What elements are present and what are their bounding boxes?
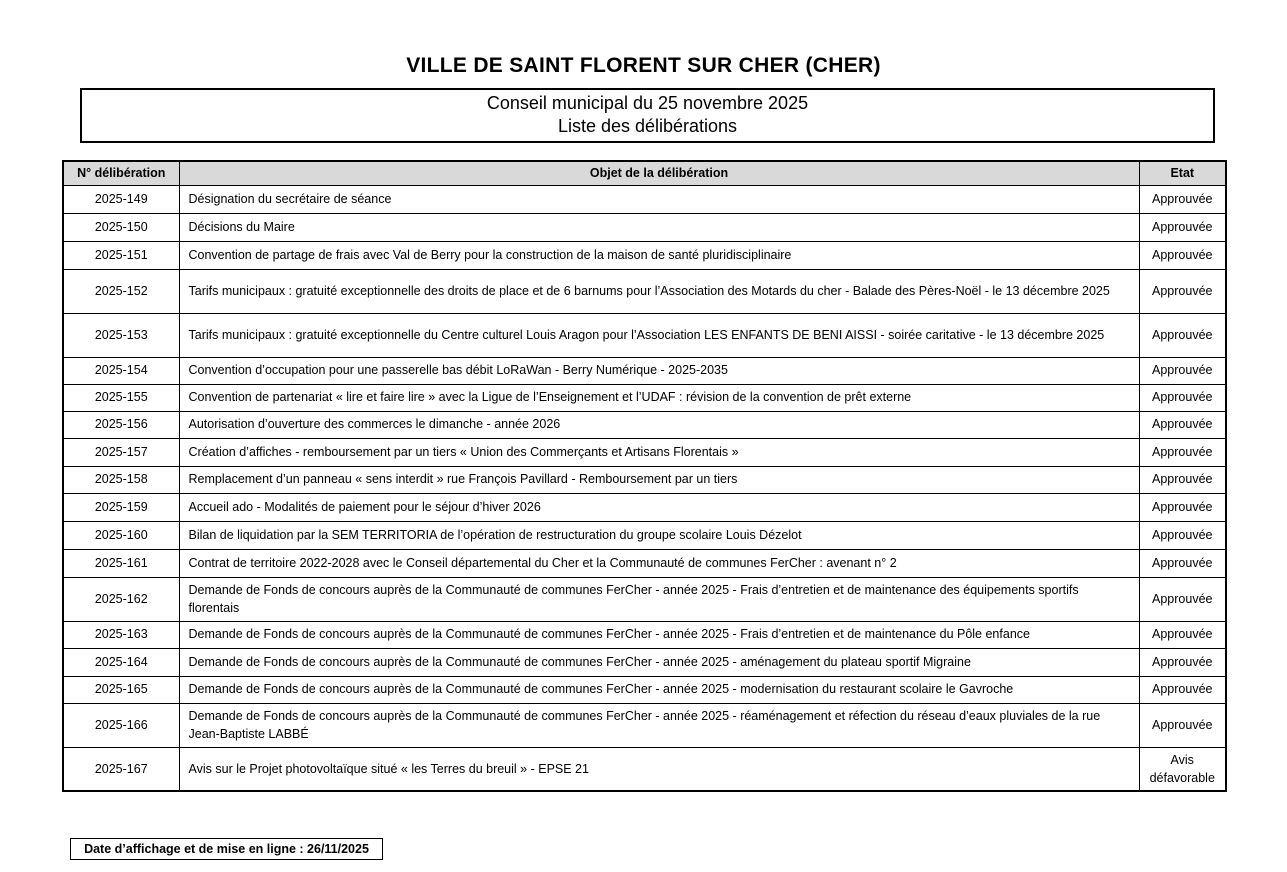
deliberation-number: 2025-157 (63, 438, 179, 466)
deliberation-status: Approuvée (1139, 466, 1226, 493)
deliberation-number: 2025-156 (63, 411, 179, 438)
deliberation-status: Approuvée (1139, 241, 1226, 269)
table-row (63, 676, 1226, 703)
deliberation-status: Approuvée (1139, 411, 1226, 438)
table-row (63, 493, 1226, 521)
table-row (63, 185, 1226, 213)
deliberation-status: Approuvée (1139, 384, 1226, 411)
table-row (63, 213, 1226, 241)
table-row (63, 438, 1226, 466)
deliberation-number: 2025-150 (63, 213, 179, 241)
publication-date-box (70, 838, 383, 860)
deliberation-subject: Bilan de liquidation par la SEM TERRITORIA de l’opération de restructuration du groupe scolaire Louis Dézelot (179, 521, 1139, 549)
meeting-header-box (80, 88, 1215, 143)
deliberation-status: Approuvée (1139, 521, 1226, 549)
deliberation-subject: Convention d’occupation pour une passerelle bas débit LoRaWan - Berry Numérique - 2025-2035 (179, 357, 1139, 384)
deliberation-subject: Accueil ado - Modalités de paiement pour le séjour d’hiver 2026 (179, 493, 1139, 521)
deliberation-number: 2025-154 (63, 357, 179, 384)
deliberation-number: 2025-152 (63, 269, 179, 313)
deliberations-table (62, 160, 1227, 792)
deliberation-status: Approuvée (1139, 438, 1226, 466)
deliberation-number: 2025-163 (63, 621, 179, 648)
table-row (63, 357, 1226, 384)
deliberation-number: 2025-162 (63, 577, 179, 621)
deliberation-status: Approuvée (1139, 621, 1226, 648)
deliberation-subject: Désignation du secrétaire de séance (179, 185, 1139, 213)
deliberation-number: 2025-155 (63, 384, 179, 411)
deliberation-subject: Demande de Fonds de concours auprès de la Communauté de communes FerCher - année 2025 - aménagement du plateau sportif Migraine (179, 648, 1139, 676)
meeting-title: Conseil municipal du 25 novembre 2025 (486, 93, 809, 113)
deliberation-subject: Demande de Fonds de concours auprès de la Communauté de communes FerCher - année 2025 - Frais d’entretien et de maintenance des équipements sportifs florentais (179, 577, 1139, 621)
table-header-row (63, 161, 1226, 185)
column-header-numero: N° délibération (63, 161, 179, 185)
deliberation-number: 2025-153 (63, 313, 179, 357)
table-row (63, 241, 1226, 269)
deliberation-number: 2025-149 (63, 185, 179, 213)
table-row (63, 703, 1226, 747)
deliberation-subject: Avis sur le Projet photovoltaïque situé « les Terres du breuil » - EPSE 21 (179, 747, 1139, 791)
deliberation-status: Approuvée (1139, 313, 1226, 357)
deliberation-status: Approuvée (1139, 185, 1226, 213)
deliberation-subject: Création d’affiches - remboursement par un tiers « Union des Commerçants et Artisans Florentais » (179, 438, 1139, 466)
table-row (63, 648, 1226, 676)
table-row (63, 269, 1226, 313)
column-header-objet: Objet de la délibération (179, 161, 1139, 185)
deliberation-number: 2025-164 (63, 648, 179, 676)
deliberation-status: Approuvée (1139, 676, 1226, 703)
deliberation-status: Approuvée (1139, 549, 1226, 577)
deliberation-subject: Tarifs municipaux : gratuité exceptionnelle des droits de place et de 6 barnums pour l’Association des Motards du cher - Balade des Pères-Noël - le 13 décembre 2025 (179, 269, 1139, 313)
deliberation-status: Approuvée (1139, 493, 1226, 521)
table-row (63, 621, 1226, 648)
publication-date-label: Date d’affichage et de mise en ligne : 26/11/2025 (84, 842, 369, 856)
deliberation-number: 2025-151 (63, 241, 179, 269)
deliberation-number: 2025-158 (63, 466, 179, 493)
deliberation-status: Approuvée (1139, 357, 1226, 384)
table-row (63, 549, 1226, 577)
table-row (63, 747, 1226, 791)
table-row (63, 313, 1226, 357)
deliberation-number: 2025-167 (63, 747, 179, 791)
list-title: Liste des délibérations (557, 116, 738, 136)
table-row (63, 521, 1226, 549)
deliberation-status: Approuvée (1139, 703, 1226, 747)
deliberation-subject: Autorisation d’ouverture des commerces le dimanche - année 2026 (179, 411, 1139, 438)
deliberation-subject: Demande de Fonds de concours auprès de la Communauté de communes FerCher - année 2025 - réaménagement et réfection du réseau d’eaux pluviales de la rue Jean-Baptiste LABBÉ (179, 703, 1139, 747)
deliberation-subject: Tarifs municipaux : gratuité exceptionnelle du Centre culturel Louis Aragon pour l’Association LES ENFANTS DE BENI AISSI - soirée caritative - le 13 décembre 2025 (179, 313, 1139, 357)
deliberation-number: 2025-160 (63, 521, 179, 549)
table-row (63, 466, 1226, 493)
deliberation-status: Approuvée (1139, 269, 1226, 313)
deliberation-subject: Décisions du Maire (179, 213, 1139, 241)
deliberation-subject: Demande de Fonds de concours auprès de la Communauté de communes FerCher - année 2025 - modernisation du restaurant scolaire le Gavroche (179, 676, 1139, 703)
deliberation-status: Avis défavorable (1139, 747, 1226, 791)
column-header-etat: Etat (1139, 161, 1226, 185)
page-title: VILLE DE SAINT FLORENT SUR CHER (CHER) (406, 54, 881, 77)
deliberation-status: Approuvée (1139, 577, 1226, 621)
deliberation-status: Approuvée (1139, 648, 1226, 676)
table-body (63, 185, 1226, 791)
deliberation-subject: Demande de Fonds de concours auprès de la Communauté de communes FerCher - année 2025 - Frais d’entretien et de maintenance du Pôle enfance (179, 621, 1139, 648)
deliberation-status: Approuvée (1139, 213, 1226, 241)
table-row (63, 384, 1226, 411)
deliberation-number: 2025-159 (63, 493, 179, 521)
deliberation-number: 2025-165 (63, 676, 179, 703)
deliberation-subject: Convention de partage de frais avec Val de Berry pour la construction de la maison de santé pluridisciplinaire (179, 241, 1139, 269)
deliberation-number: 2025-161 (63, 549, 179, 577)
deliberation-subject: Remplacement d’un panneau « sens interdit » rue François Pavillard - Remboursement par un tiers (179, 466, 1139, 493)
deliberation-subject: Contrat de territoire 2022-2028 avec le Conseil départemental du Cher et la Communauté de communes FerCher : avenant n° 2 (179, 549, 1139, 577)
deliberation-subject: Convention de partenariat « lire et faire lire » avec la Ligue de l’Enseignement et l’UDAF : révision de la convention de prêt externe (179, 384, 1139, 411)
deliberation-number: 2025-166 (63, 703, 179, 747)
table-row (63, 411, 1226, 438)
table-row (63, 577, 1226, 621)
